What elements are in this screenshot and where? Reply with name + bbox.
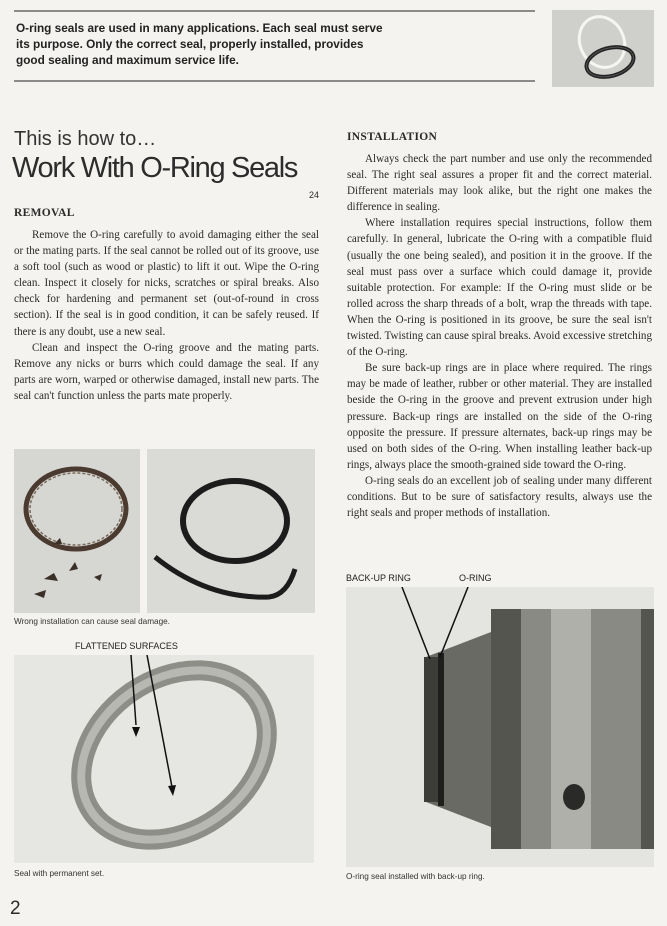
o-ring-label: O-RING bbox=[459, 573, 492, 583]
installation-paragraph-3: Be sure back-up rings are in place where required. The rings may be made of leather, rubber or other material. They are installed beside the O-ring in the groove and prevent extrusion under high pressure. Back-up rings are installed on the side of the O-ring opposite the pressure. If pressure alternates, back-up rings may be used on both sides of the O-ring. When installing leather back-up rings, always place the smooth-grained side toward the O-ring. bbox=[347, 362, 652, 471]
intro-text: O-ring seals are used in many applications. Each seal must serve its purpose. Only the correct seal, properly installed, provides good sealing and maximum service life. bbox=[16, 21, 383, 67]
installation-paragraph-4: O-ring seals do an excellent job of sealing under many different conditions. But to be sure of satisfactory results, always use the right seals and proper methods of installation. bbox=[347, 474, 652, 520]
permanent-set-caption: Seal with permanent set. bbox=[14, 869, 105, 878]
flattened-seal-photo bbox=[14, 655, 314, 863]
installation-heading: INSTALLATION bbox=[347, 131, 438, 143]
removal-body bbox=[14, 227, 319, 404]
top-rule bbox=[14, 10, 535, 12]
page-title: Work With O-Ring Seals bbox=[12, 152, 298, 184]
broken-seal-photo bbox=[147, 449, 315, 613]
kicker-heading: This is how to… bbox=[14, 128, 157, 150]
removal-heading: REMOVAL bbox=[14, 207, 75, 219]
removal-paragraph-1: Remove the O-ring carefully to avoid damaging either the seal or the mating parts. If the seal cannot be rolled out of its groove, use a soft tool (such as wood or plastic) to lift it out. Wipe the O-ring clean. Inspect it closely for nicks, scratches or spiral breaks. Also check for hardening and permanent set (out-of-round in cross section). If the seal is in good condition, it can be safely reused. If there is any doubt, use a new seal. bbox=[14, 229, 319, 338]
installation-paragraph-2: Where installation requires special instructions, follow them carefully. In general, lubricate the O-ring with a compatible fluid (usually the one being sealed), and position it in the groove. If the seal must pass over a surface which could damage it, provide suitable protection. For example: If the O-ring must slide or be rolled across the sharp threads of a bolt, wrap the threads with tape. When the O-ring is positioned in its groove, be sure the seal isn't twisted. Twisting can cause spiral breaks. Avoid excessive stretching of the O-ring. bbox=[347, 217, 652, 359]
intro-bottom-rule bbox=[14, 80, 535, 82]
installation-body bbox=[347, 151, 652, 521]
removal-paragraph-2: Clean and inspect the O-ring groove and the mating parts. Remove any nicks or burrs which could damage the seal. If any parts are worn, warped or otherwise damaged, install new parts. The seal can't function unless the parts mate properly. bbox=[14, 341, 319, 402]
shaft-with-rings-photo bbox=[346, 587, 654, 867]
flattened-surfaces-label: FLATTENED SURFACES bbox=[75, 641, 178, 651]
title-number: 24 bbox=[309, 190, 320, 200]
backup-ring-label: BACK-UP RING bbox=[346, 573, 411, 583]
damaged-seal-photo bbox=[14, 449, 140, 613]
o-ring-photo bbox=[552, 10, 654, 87]
installation-paragraph-1: Always check the part number and use only the recommended seal. The right seal assures a proper fit and the correct material. Different materials may look alike, but the right one makes the difference in sealing. bbox=[347, 153, 652, 214]
damage-caption: Wrong installation can cause seal damage. bbox=[14, 617, 170, 626]
page-number: 2 bbox=[10, 898, 21, 919]
installed-caption: O-ring seal installed with back-up ring. bbox=[346, 872, 485, 881]
